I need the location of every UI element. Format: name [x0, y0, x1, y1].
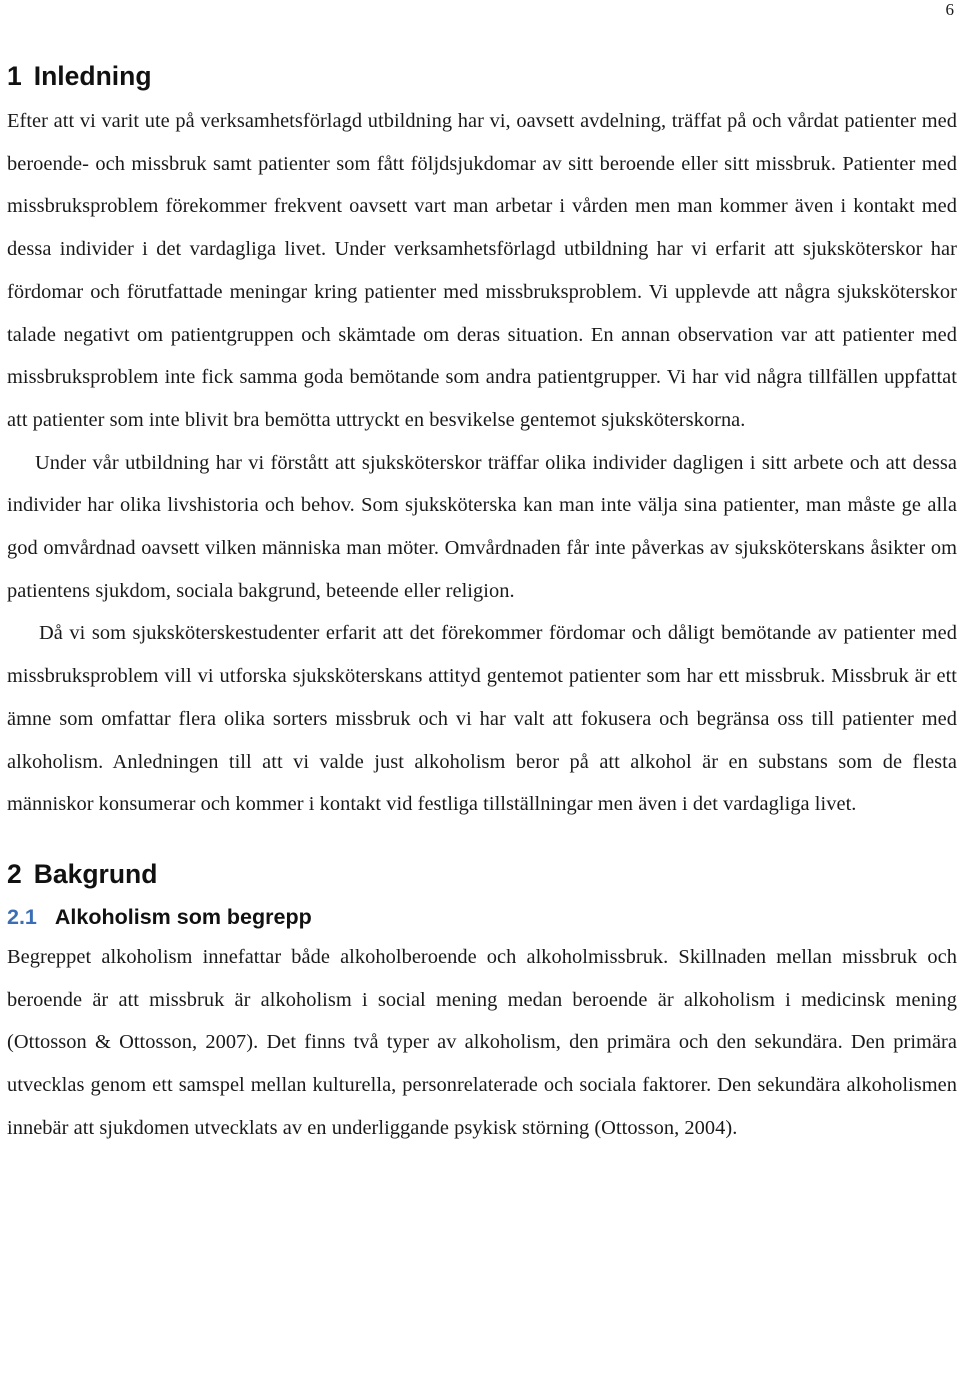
section-number: 1: [7, 61, 22, 91]
section-number: 2: [7, 858, 22, 889]
paragraph-intro-1: Efter att vi varit ute på verksamhetsförlagd utbildning har vi, oavsett avdelning, träffat på och vårdat patienter med beroende- och missbruk samt patienter som fått följdsjukdomar av sitt beroende eller sitt missbruk. Patienter med missbruksproblem förekommer frekvent oavsett vart man arbetar i vården men man kommer även i kontakt med dessa individer i det vardagliga livet. Under verksamhetsförlagd utbildning har vi erfarit att sjuksköterskor har fördomar och förutfattade meningar kring patienter med missbruksproblem. Vi upplevde att några sjuksköterskor talade negativt om patientgruppen och skämtade om deras situation. En annan observation var att patienter med missbruksproblem inte fick samma goda bemötande som andra patientgrupper. Vi har vid några tillfällen uppfattat att patienter som inte blivit bra bemötta uttryckt en besvikelse gentemot sjuksköterskorna.: [7, 110, 957, 431]
paragraph-intro-3: Då vi som sjuksköterskestudenter erfarit att det förekommer fördomar och dåligt bemötande av patienter med missbruksproblem vill vi utforska sjuksköterskans attityd gentemot patienter som har ett missbruk. Missbruk är ett ämne som omfattar flera olika sorters missbruk och vi har valt att fokusera och begränsa oss till patienter med alkoholism. Anledningen till att vi valde just alkoholism beror på att alkohol är en substans som de flesta människor konsumerar och kommer i kontakt vid festliga tillställningar men även i det vardagliga livet.: [7, 622, 957, 816]
section-title: Bakgrund: [33, 858, 158, 889]
subsection-title: Alkoholism som begrepp: [54, 904, 312, 929]
subsection-number: 2.1: [7, 904, 37, 929]
section-title: Inledning: [33, 61, 152, 91]
page-number: 6: [945, 0, 954, 19]
document-body: [7, 56, 957, 1149]
section-heading-bakgrund: [7, 854, 957, 894]
section-heading-inledning: [7, 56, 957, 96]
subsection-heading-alkoholism: [7, 898, 957, 936]
paragraph-intro-2: Under vår utbildning har vi förstått att sjuksköterskor träffar olika individer dagligen i sitt arbete och att dessa individer har olika livshistoria och behov. Som sjuksköterska kan man inte välja sina patienter, man måste ge alla god omvårdnad oavsett vilken människa man möter. Omvårdnaden får inte påverkas av sjuksköterskans åsikter om patientens sjukdom, sociala bakgrund, beteende eller religion.: [7, 451, 957, 602]
section-spacer: [7, 826, 957, 854]
paragraph-bakgrund-1: Begreppet alkoholism innefattar både alkoholberoende och alkoholmissbruk. Skillnaden mellan missbruk och beroende är att missbruk är alkoholism i social mening medan beroende är alkoholism i medicinsk mening (Ottosson & Ottosson, 2007). Det finns två typer av alkoholism, den primära och den sekundära. Den primära utvecklas genom ett samspel mellan kulturella, personrelaterade och sociala faktorer. Den sekundära alkoholismen innebär att sjukdomen utvecklats av en underliggande psykisk störning (Ottosson, 2004).: [7, 945, 957, 1139]
